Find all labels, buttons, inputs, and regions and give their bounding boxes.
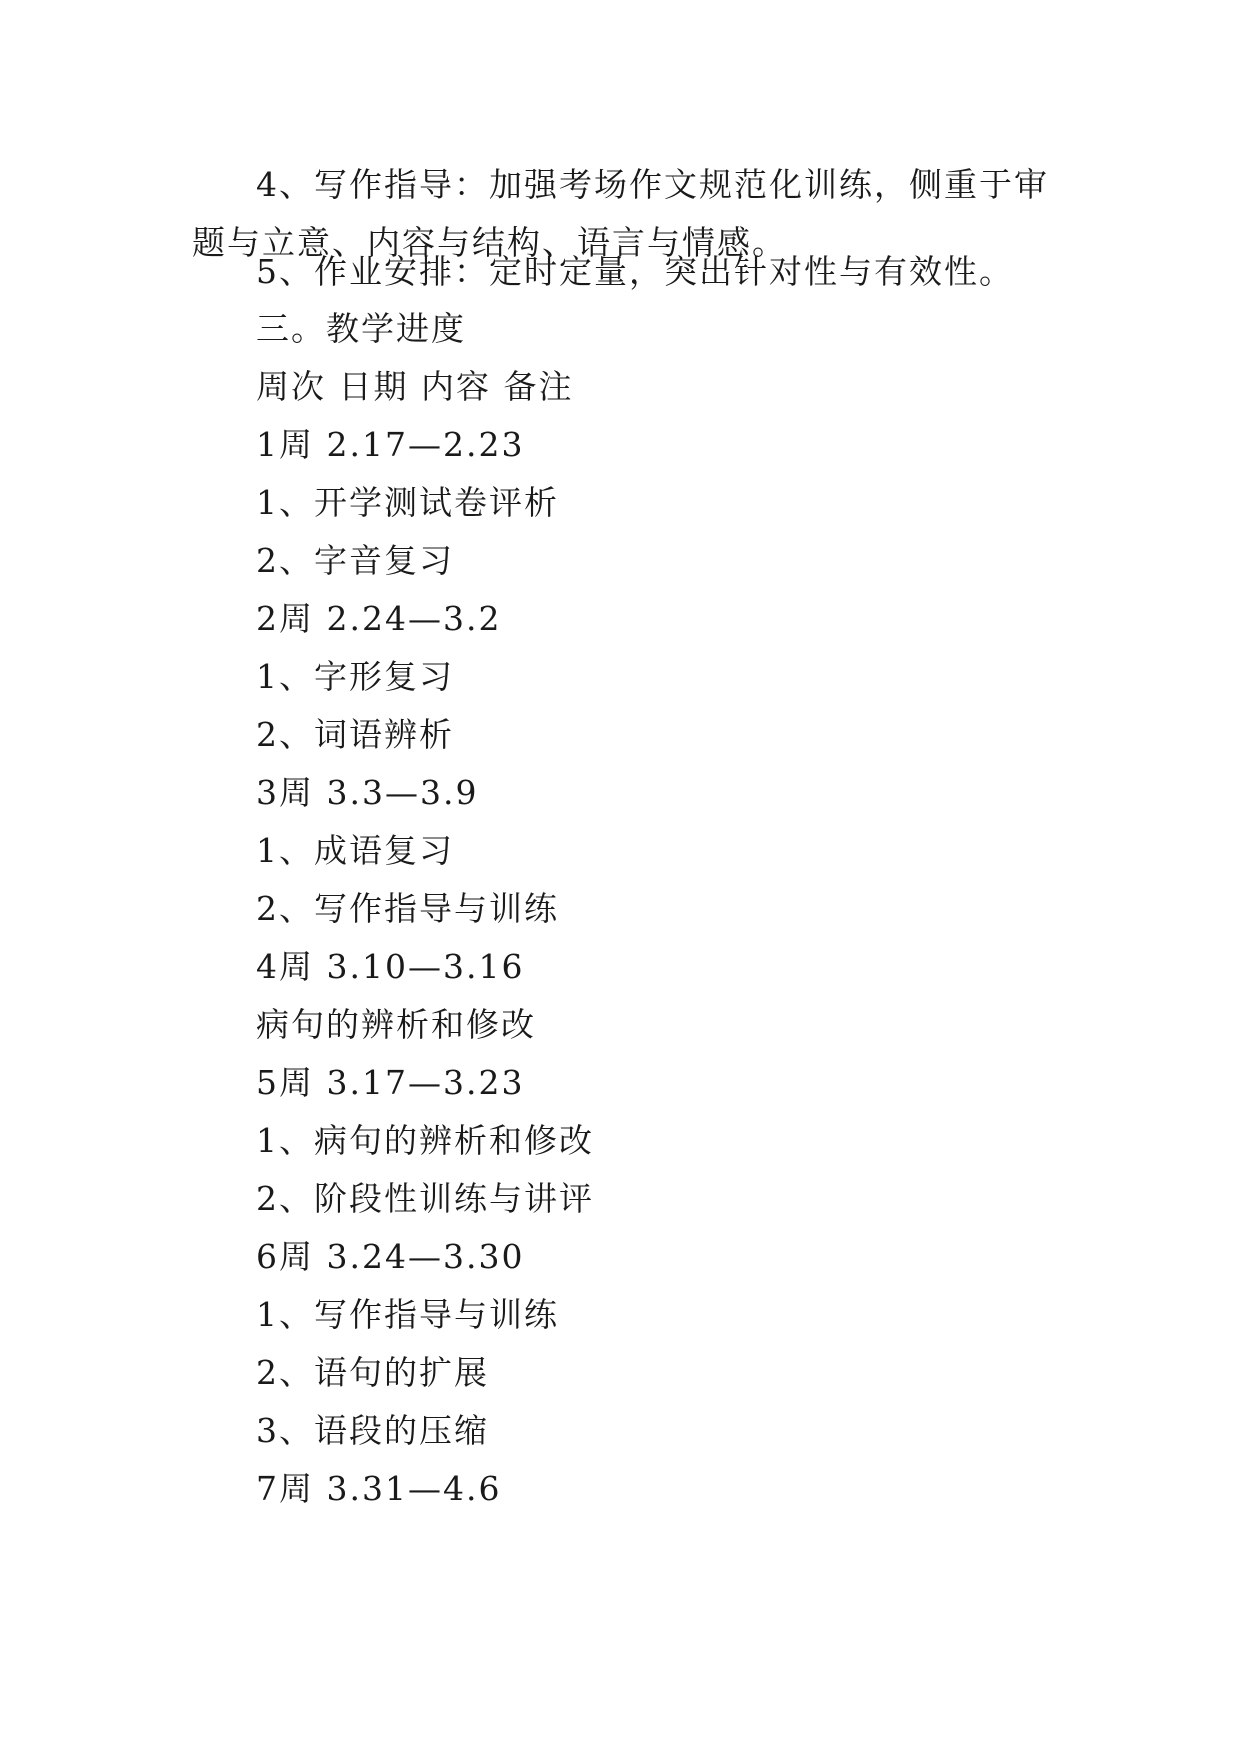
week-6-item-3: 3、语段的压缩 xyxy=(256,1411,489,1450)
week-1-item-2: 2、字音复习 xyxy=(256,541,454,580)
week-2-dates: 2周 2.24—3.2 xyxy=(256,599,502,638)
paragraph-writing-guidance: 4、写作指导：加强考场作文规范化训练，侧重于审题与立意、内容与结构、语言与情感。 xyxy=(192,165,1049,262)
week-1-dates: 1周 2.17—2.23 xyxy=(256,425,525,464)
week-3-dates: 3周 3.3—3.9 xyxy=(256,773,479,812)
week-5-item-1: 1、病句的辨析和修改 xyxy=(256,1121,594,1160)
week-3-item-2: 2、写作指导与训练 xyxy=(256,889,559,928)
week-1-item-1: 1、开学测试卷评析 xyxy=(256,483,559,522)
week-2-item-2: 2、词语辨析 xyxy=(256,715,454,754)
week-7-dates: 7周 3.31—4.6 xyxy=(256,1469,502,1508)
week-6-dates: 6周 3.24—3.30 xyxy=(256,1237,525,1276)
week-6-item-2: 2、语句的扩展 xyxy=(256,1353,489,1392)
week-6-item-1: 1、写作指导与训练 xyxy=(256,1295,559,1334)
schedule-header: 周次 日期 内容 备注 xyxy=(256,367,574,406)
week-5-dates: 5周 3.17—3.23 xyxy=(256,1063,525,1102)
week-4-item-1: 病句的辨析和修改 xyxy=(256,1005,536,1044)
paragraph-homework: 5、作业安排：定时定量，突出针对性与有效性。 xyxy=(256,252,1014,291)
section-heading-schedule: 三。教学进度 xyxy=(256,309,466,348)
week-5-item-2: 2、阶段性训练与讲评 xyxy=(256,1179,594,1218)
week-3-item-1: 1、成语复习 xyxy=(256,831,454,870)
week-2-item-1: 1、字形复习 xyxy=(256,657,454,696)
week-4-dates: 4周 3.10—3.16 xyxy=(256,947,525,986)
